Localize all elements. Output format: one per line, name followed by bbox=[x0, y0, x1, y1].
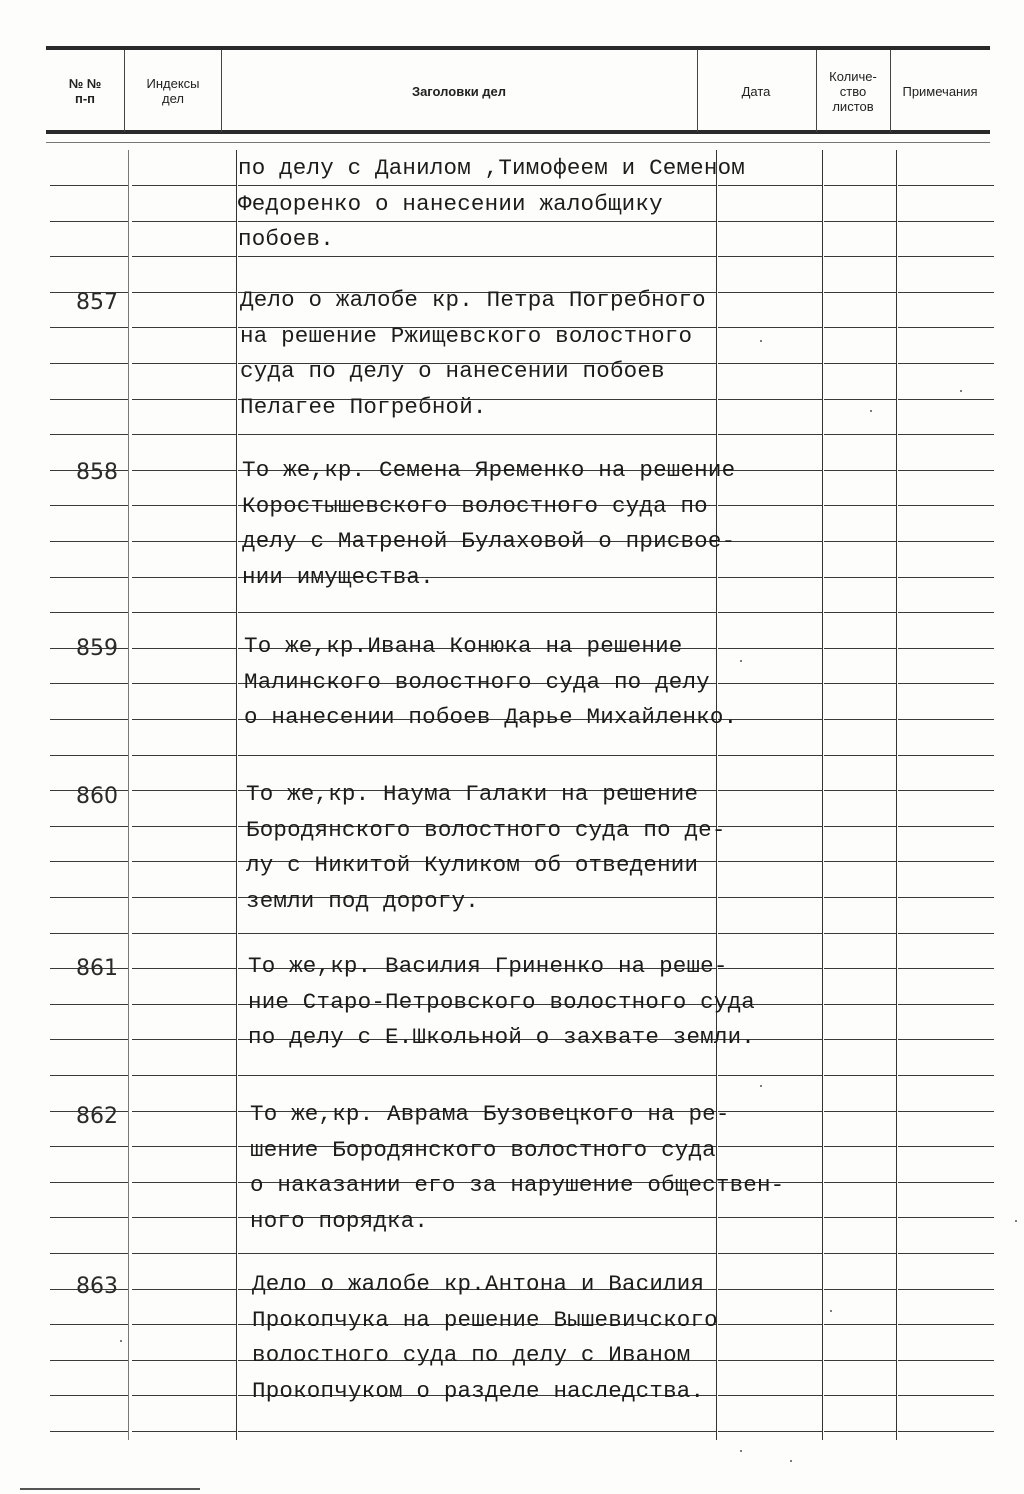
case-title-line: о наказании его за нарушение обществен- bbox=[250, 1172, 785, 1198]
ruled-line bbox=[718, 968, 822, 969]
column-line-title-left bbox=[236, 150, 237, 1440]
ruled-line bbox=[824, 1360, 896, 1361]
ruled-line bbox=[132, 897, 236, 898]
ruled-line bbox=[718, 256, 822, 257]
ruled-line bbox=[50, 505, 128, 506]
ruled-line bbox=[824, 755, 896, 756]
scan-speck bbox=[760, 1085, 762, 1087]
ruled-line bbox=[898, 1039, 994, 1040]
ruled-line bbox=[898, 1324, 994, 1325]
ruled-line bbox=[718, 1111, 822, 1112]
case-title-line: ние Старо-Петровского волостного суда bbox=[248, 989, 755, 1015]
ruled-line bbox=[898, 826, 994, 827]
ruled-line bbox=[132, 1039, 236, 1040]
ruled-line bbox=[132, 1360, 236, 1361]
ruled-line bbox=[898, 719, 994, 720]
ruled-line bbox=[50, 1182, 128, 1183]
case-title-line: суда по делу о нанесении побоев bbox=[240, 358, 665, 384]
ruled-line bbox=[898, 968, 994, 969]
ruled-line bbox=[824, 327, 896, 328]
ruled-line bbox=[824, 1431, 896, 1432]
ruled-line bbox=[132, 719, 236, 720]
ruled-line bbox=[718, 790, 822, 791]
ruled-line bbox=[238, 434, 716, 435]
case-title-line: по делу с Е.Школьной о захвате земли. bbox=[248, 1024, 755, 1050]
ruled-line bbox=[238, 1075, 716, 1076]
case-title-line: Прокопчуком о разделе наследства. bbox=[252, 1378, 705, 1404]
ruled-line bbox=[50, 1360, 128, 1361]
ruled-line bbox=[898, 541, 994, 542]
case-title-line: побоев. bbox=[238, 226, 334, 252]
ruled-line bbox=[50, 861, 128, 862]
case-number: 861 bbox=[76, 956, 118, 981]
ruled-line bbox=[824, 1111, 896, 1112]
ruled-line bbox=[50, 363, 128, 364]
ruled-line bbox=[718, 1146, 822, 1147]
ruled-line bbox=[132, 292, 236, 293]
ruled-line bbox=[132, 1111, 236, 1112]
ruled-line bbox=[132, 683, 236, 684]
ruled-line bbox=[718, 505, 822, 506]
ruled-line bbox=[898, 1253, 994, 1254]
scan-speck bbox=[960, 390, 962, 392]
ruled-line bbox=[898, 1075, 994, 1076]
ruled-line bbox=[238, 256, 716, 257]
ruled-line bbox=[50, 221, 128, 222]
ruled-line bbox=[50, 1253, 128, 1254]
ruled-line bbox=[898, 1431, 994, 1432]
ruled-line bbox=[824, 1004, 896, 1005]
header-thin-rule bbox=[46, 142, 990, 143]
ruled-line bbox=[824, 363, 896, 364]
ruled-line bbox=[898, 577, 994, 578]
case-title-line: земли под дорогу. bbox=[246, 888, 479, 914]
ruled-line bbox=[132, 1289, 236, 1290]
ruled-line bbox=[898, 933, 994, 934]
scan-speck bbox=[740, 660, 742, 662]
ruled-line bbox=[718, 933, 822, 934]
ruled-line bbox=[132, 755, 236, 756]
ruled-line bbox=[50, 683, 128, 684]
ruled-line bbox=[50, 1004, 128, 1005]
case-title-line: То же,кр. Василия Гриненко на реше- bbox=[248, 953, 728, 979]
ruled-line bbox=[132, 399, 236, 400]
ruled-line bbox=[824, 1324, 896, 1325]
case-number: 858 bbox=[76, 460, 118, 485]
case-title-line: по делу с Данилом ,Тимофеем и Семеном bbox=[238, 155, 745, 181]
case-title-line: То же,кр.Ивана Конюка на решение bbox=[244, 633, 683, 659]
header-top-rule bbox=[46, 46, 990, 50]
ruled-line bbox=[132, 861, 236, 862]
ruled-line bbox=[718, 363, 822, 364]
ruled-line bbox=[50, 897, 128, 898]
ruled-line bbox=[132, 648, 236, 649]
column-line-date-right bbox=[822, 150, 823, 1440]
ruled-line bbox=[824, 968, 896, 969]
ruled-line bbox=[718, 897, 822, 898]
scan-speck bbox=[830, 1310, 832, 1312]
ruled-line bbox=[718, 292, 822, 293]
ruled-line bbox=[898, 1360, 994, 1361]
ruled-line bbox=[132, 1075, 236, 1076]
scan-speck bbox=[1015, 1220, 1017, 1222]
ruled-line bbox=[132, 933, 236, 934]
case-number: 862 bbox=[76, 1104, 118, 1129]
ruled-line bbox=[132, 470, 236, 471]
scan-speck bbox=[870, 410, 872, 412]
ruled-line bbox=[50, 1395, 128, 1396]
ruled-line bbox=[824, 434, 896, 435]
case-title-line: нии имущества. bbox=[242, 564, 434, 590]
ruled-line bbox=[898, 327, 994, 328]
ruled-line bbox=[50, 434, 128, 435]
ruled-line bbox=[898, 399, 994, 400]
ruled-line bbox=[718, 577, 822, 578]
ruled-line bbox=[824, 221, 896, 222]
ruled-line bbox=[132, 327, 236, 328]
ruled-line bbox=[50, 1075, 128, 1076]
scan-speck bbox=[790, 1460, 792, 1462]
ruled-line bbox=[824, 683, 896, 684]
ruled-line bbox=[898, 470, 994, 471]
ruled-line bbox=[824, 470, 896, 471]
ruled-line bbox=[824, 648, 896, 649]
ruled-line bbox=[718, 1395, 822, 1396]
ruled-line bbox=[238, 221, 716, 222]
ruled-line bbox=[238, 612, 716, 613]
header-col-number: № № п-п bbox=[68, 76, 102, 106]
ruled-line bbox=[50, 1431, 128, 1432]
ruled-line bbox=[718, 399, 822, 400]
case-number: 859 bbox=[76, 636, 118, 661]
ruled-line bbox=[824, 256, 896, 257]
case-title-line: Дело о жалобе кр. Петра Погребного bbox=[240, 287, 706, 313]
case-number: 857 bbox=[76, 290, 118, 315]
ruled-line bbox=[898, 221, 994, 222]
ruled-line bbox=[718, 612, 822, 613]
ruled-line bbox=[238, 755, 716, 756]
ruled-line bbox=[898, 434, 994, 435]
ruled-line bbox=[824, 897, 896, 898]
ruled-line bbox=[898, 1182, 994, 1183]
ruled-line bbox=[50, 1217, 128, 1218]
ruled-line bbox=[718, 1289, 822, 1290]
ruled-line bbox=[132, 1004, 236, 1005]
ruled-line bbox=[238, 185, 716, 186]
ruled-line bbox=[898, 897, 994, 898]
ruled-line bbox=[132, 185, 236, 186]
ruled-line bbox=[132, 1217, 236, 1218]
ruled-line bbox=[824, 1146, 896, 1147]
case-title-line: Дело о жалобе кр.Антона и Василия bbox=[252, 1271, 705, 1297]
header-bottom-rule bbox=[46, 130, 990, 134]
ruled-line bbox=[824, 541, 896, 542]
ruled-line bbox=[132, 826, 236, 827]
ruled-line bbox=[898, 755, 994, 756]
ruled-line bbox=[898, 1395, 994, 1396]
ruled-line bbox=[898, 1217, 994, 1218]
ruled-line bbox=[824, 612, 896, 613]
ruled-line bbox=[238, 1431, 716, 1432]
ruled-line bbox=[132, 363, 236, 364]
ruled-line bbox=[718, 1253, 822, 1254]
case-title-line: Коростышевского волостного суда по bbox=[242, 493, 708, 519]
case-title-line: лу с Никитой Куликом об отведении bbox=[246, 852, 699, 878]
ruled-line bbox=[718, 185, 822, 186]
case-number: 863 bbox=[76, 1274, 118, 1299]
ruled-line bbox=[718, 755, 822, 756]
ruled-line bbox=[898, 363, 994, 364]
ruled-line bbox=[132, 434, 236, 435]
case-title-line: Прокопчука на решение Вышевичского bbox=[252, 1307, 718, 1333]
ruled-line bbox=[132, 968, 236, 969]
ruled-line bbox=[898, 292, 994, 293]
header-separator bbox=[124, 50, 125, 132]
ruled-line bbox=[132, 221, 236, 222]
ruled-line bbox=[50, 399, 128, 400]
ruled-line bbox=[718, 1360, 822, 1361]
ruled-line bbox=[238, 933, 716, 934]
ruled-line bbox=[824, 399, 896, 400]
ruled-line bbox=[824, 1289, 896, 1290]
ruled-line bbox=[50, 185, 128, 186]
case-title-line: То же,кр. Семена Яременко на решение bbox=[242, 457, 736, 483]
ruled-line bbox=[824, 1253, 896, 1254]
ruled-line bbox=[132, 541, 236, 542]
ruled-line bbox=[824, 577, 896, 578]
ruled-line bbox=[824, 1075, 896, 1076]
ruled-line bbox=[50, 612, 128, 613]
ruled-line bbox=[898, 861, 994, 862]
ruled-line bbox=[50, 327, 128, 328]
ruled-line bbox=[50, 933, 128, 934]
ruled-line bbox=[132, 577, 236, 578]
ruled-line bbox=[898, 648, 994, 649]
ruled-line bbox=[898, 790, 994, 791]
ruled-line bbox=[824, 933, 896, 934]
ruled-line bbox=[824, 1039, 896, 1040]
ruled-line bbox=[718, 683, 822, 684]
case-title-line: о нанесении побоев Дарье Михайленко. bbox=[244, 704, 738, 730]
column-line-index bbox=[128, 150, 129, 1440]
ruled-line bbox=[824, 826, 896, 827]
column-line-title-right bbox=[716, 150, 717, 1440]
ruled-line bbox=[718, 1217, 822, 1218]
ruled-line bbox=[718, 1075, 822, 1076]
ruled-line bbox=[824, 1395, 896, 1396]
ruled-line bbox=[898, 1004, 994, 1005]
ruled-line bbox=[824, 1182, 896, 1183]
header-col-notes: Примечания bbox=[902, 83, 978, 99]
ruled-line bbox=[898, 612, 994, 613]
ruled-line bbox=[718, 861, 822, 862]
case-title-line: То же,кр. Наума Галаки на решение bbox=[246, 781, 699, 807]
ruled-line bbox=[132, 790, 236, 791]
ruled-line bbox=[718, 221, 822, 222]
ruled-line bbox=[718, 1324, 822, 1325]
ruled-line bbox=[132, 612, 236, 613]
ruled-line bbox=[50, 826, 128, 827]
ruled-line bbox=[132, 1253, 236, 1254]
footer-rule bbox=[20, 1488, 200, 1490]
ruled-line bbox=[824, 185, 896, 186]
ruled-line bbox=[718, 826, 822, 827]
scan-speck bbox=[120, 1340, 122, 1342]
ruled-line bbox=[50, 755, 128, 756]
case-title-line: Бородянского волостного суда по де- bbox=[246, 817, 726, 843]
ruled-line bbox=[50, 577, 128, 578]
ruled-line bbox=[824, 719, 896, 720]
case-title-line: делу с Матреной Булаховой о присвое- bbox=[242, 528, 736, 554]
ruled-line bbox=[824, 790, 896, 791]
case-title-line: Пелагее Погребной. bbox=[240, 394, 487, 420]
header-col-date: Дата bbox=[741, 83, 771, 99]
case-title-line: Малинского волостного суда по делу bbox=[244, 669, 710, 695]
case-title-line: Федоренко о нанесении жалобщику bbox=[238, 191, 663, 217]
ruled-line bbox=[50, 541, 128, 542]
case-title-line: волостного суда по делу с Иваном bbox=[252, 1342, 691, 1368]
case-title-line: ного порядка. bbox=[250, 1208, 429, 1234]
ruled-line bbox=[824, 505, 896, 506]
column-line-sheets-right bbox=[896, 150, 897, 1440]
ruled-line bbox=[898, 185, 994, 186]
ruled-line bbox=[718, 1431, 822, 1432]
ruled-line bbox=[132, 1395, 236, 1396]
ruled-line bbox=[238, 1253, 716, 1254]
header-col-title: Заголовки дел bbox=[411, 83, 507, 99]
ruled-line bbox=[898, 256, 994, 257]
ruled-line bbox=[132, 1431, 236, 1432]
scan-speck bbox=[740, 1450, 742, 1452]
case-number: 860 bbox=[76, 784, 118, 809]
ruled-line bbox=[132, 256, 236, 257]
case-title-line: То же,кр. Аврама Бузовецкого на ре- bbox=[250, 1101, 730, 1127]
ruled-line bbox=[132, 1324, 236, 1325]
ruled-line bbox=[718, 327, 822, 328]
header-col-sheets: Количе- ство листов bbox=[829, 68, 877, 114]
ruled-line bbox=[718, 434, 822, 435]
case-title-line: на решение Ржищевского волостного bbox=[240, 323, 693, 349]
ruled-line bbox=[898, 1289, 994, 1290]
ruled-line bbox=[824, 1217, 896, 1218]
ruled-line bbox=[898, 505, 994, 506]
ruled-line bbox=[50, 1324, 128, 1325]
ruled-line bbox=[50, 1146, 128, 1147]
ruled-line bbox=[50, 719, 128, 720]
ruled-line bbox=[132, 1182, 236, 1183]
ruled-line bbox=[50, 1039, 128, 1040]
ruled-line bbox=[898, 1146, 994, 1147]
ruled-line bbox=[718, 648, 822, 649]
ruled-line bbox=[824, 861, 896, 862]
scan-speck bbox=[760, 340, 762, 342]
case-title-line: шение Бородянского волостного суда bbox=[250, 1137, 716, 1163]
header-col-index: Индексы дел bbox=[146, 76, 200, 106]
ruled-line bbox=[824, 292, 896, 293]
ruled-line bbox=[50, 256, 128, 257]
ruled-line bbox=[898, 683, 994, 684]
ruled-line bbox=[132, 505, 236, 506]
ruled-line bbox=[898, 1111, 994, 1112]
ruled-line bbox=[132, 1146, 236, 1147]
